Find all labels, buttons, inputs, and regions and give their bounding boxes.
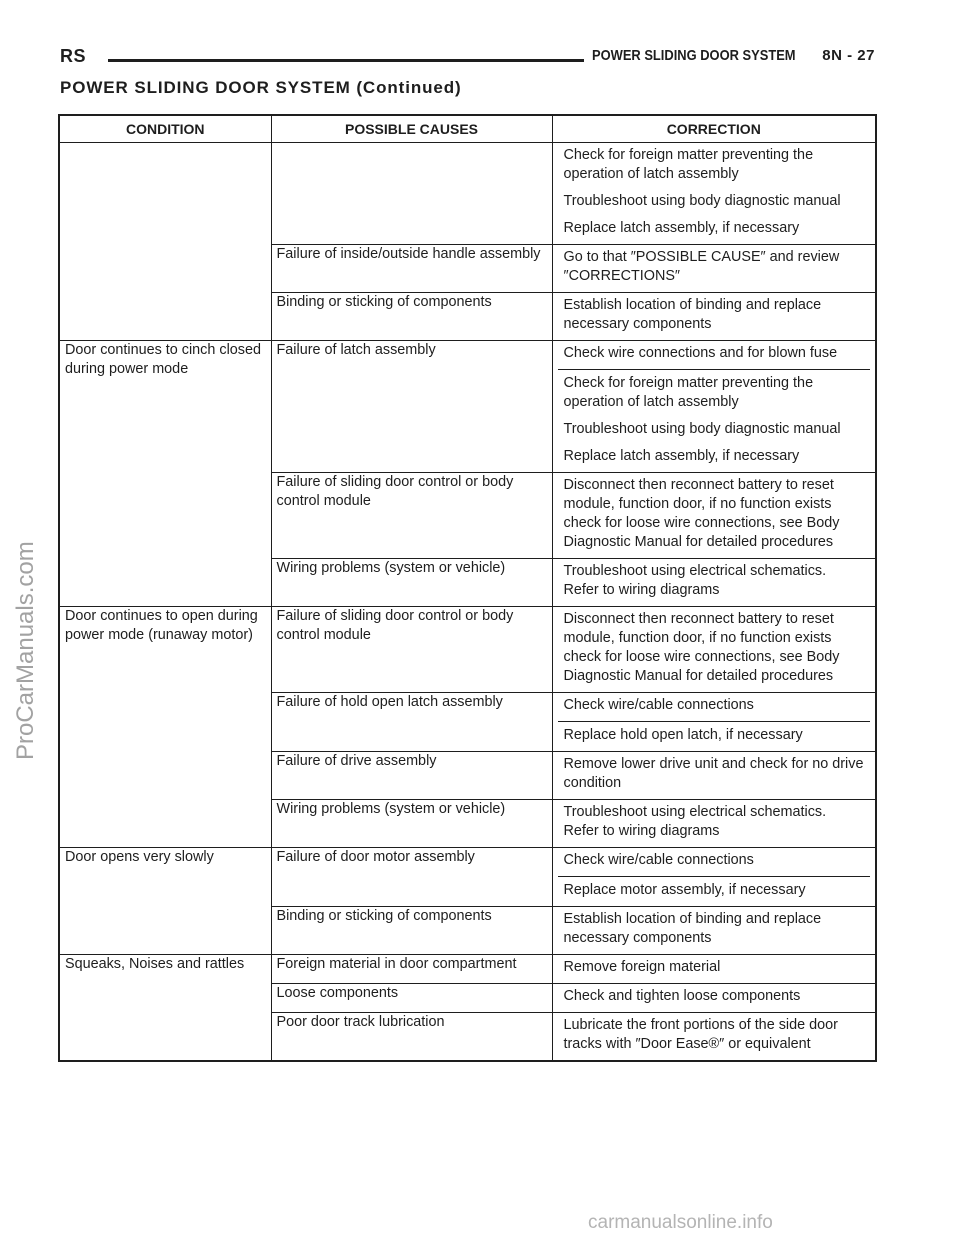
section-code: RS [60, 46, 87, 66]
condition-cell: Door continues to open during power mode (runaway motor) [59, 607, 271, 848]
possible-cause-cell: Failure of latch assembly [271, 341, 552, 473]
correction-item: Remove lower drive unit and check for no drive condition [563, 756, 864, 791]
table-row [59, 848, 876, 907]
table-body [59, 143, 876, 1062]
correction-cell [552, 907, 876, 955]
possible-cause-cell: Failure of drive assembly [271, 752, 552, 800]
table-row [59, 607, 876, 693]
correction-item: Disconnect then reconnect battery to reset module, function door, if no function exists check for loose wire connections, see Body Diagnostic Manual for detailed procedures [563, 611, 840, 684]
condition-cell [59, 143, 271, 341]
correction-cell [552, 693, 876, 752]
possible-cause-cell: Wiring problems (system or vehicle) [271, 559, 552, 607]
diagnosis-table [58, 114, 877, 1062]
correction-cell [552, 1013, 876, 1062]
correction-cell [552, 848, 876, 907]
correction-item: Replace latch assembly, if necessary [563, 448, 800, 464]
running-title: POWER SLIDING DOOR SYSTEM [592, 47, 796, 64]
correction-cell [552, 984, 876, 1013]
correction-item: Troubleshoot using body diagnostic manual [563, 421, 841, 437]
correction-item: Establish location of binding and replace necessary components [563, 911, 822, 946]
correction-cell [552, 341, 876, 473]
page-header [60, 46, 875, 70]
header-rule [108, 59, 584, 62]
table-row [59, 143, 876, 245]
footer-site-mark: carmanualsonline.info [588, 1212, 773, 1233]
correction-item: Check wire/cable connections [563, 852, 754, 868]
correction-cell [552, 800, 876, 848]
possible-cause-cell: Failure of hold open latch assembly [271, 693, 552, 752]
column-header-condition: CONDITION [59, 115, 271, 143]
watermark: ProCarManuals.com [12, 541, 39, 760]
condition-cell: Door continues to cinch closed during power mode [59, 341, 271, 607]
condition-cell: Door opens very slowly [59, 848, 271, 955]
correction-cell [552, 473, 876, 559]
correction-item: Disconnect then reconnect battery to reset module, function door, if no function exists check for loose wire connections, see Body Diagnostic Manual for detailed procedures [563, 477, 840, 550]
correction-item: Check wire connections and for blown fuse [563, 345, 838, 361]
correction-item: Troubleshoot using electrical schematics. Refer to wiring diagrams [563, 804, 827, 839]
correction-item: Replace latch assembly, if necessary [563, 220, 800, 236]
continued-title: POWER SLIDING DOOR SYSTEM (Continued) [60, 78, 462, 97]
correction-cell [552, 559, 876, 607]
possible-cause-cell: Loose components [271, 984, 552, 1013]
condition-cell: Squeaks, Noises and rattles [59, 955, 271, 1062]
correction-cell [552, 607, 876, 693]
correction-item: Check and tighten loose components [563, 988, 801, 1004]
correction-cell [552, 752, 876, 800]
possible-cause-cell: Failure of door motor assembly [271, 848, 552, 907]
column-header-causes: POSSIBLE CAUSES [271, 115, 552, 143]
table-row [59, 955, 876, 984]
correction-item: Lubricate the front portions of the side door tracks with ″Door Ease®″ or equivalent [563, 1017, 838, 1052]
table-row [59, 341, 876, 473]
correction-item: Remove foreign material [563, 959, 721, 975]
correction-cell [552, 955, 876, 984]
correction-item: Troubleshoot using body diagnostic manual [563, 193, 841, 209]
possible-cause-cell: Binding or sticking of components [271, 907, 552, 955]
possible-cause-cell: Failure of inside/outside handle assembly [271, 245, 552, 293]
correction-item: Check for foreign matter preventing the operation of latch assembly [558, 369, 871, 418]
possible-cause-cell: Foreign material in door compartment [271, 955, 552, 984]
column-header-correction: CORRECTION [552, 115, 876, 143]
table-header-row [59, 115, 876, 143]
correction-item: Go to that ″POSSIBLE CAUSE″ and review ″CORRECTIONS″ [563, 249, 840, 284]
correction-cell [552, 293, 876, 341]
possible-cause-cell: Wiring problems (system or vehicle) [271, 800, 552, 848]
possible-cause-cell: Binding or sticking of components [271, 293, 552, 341]
correction-cell [552, 143, 876, 245]
correction-item: Check for foreign matter preventing the operation of latch assembly [563, 147, 814, 182]
correction-item: Troubleshoot using electrical schematics. Refer to wiring diagrams [563, 563, 827, 598]
possible-cause-cell: Failure of sliding door control or body control module [271, 607, 552, 693]
correction-cell [552, 245, 876, 293]
correction-item: Replace hold open latch, if necessary [558, 721, 871, 751]
correction-item: Establish location of binding and replace necessary components [563, 297, 822, 332]
correction-item: Replace motor assembly, if necessary [558, 876, 871, 906]
possible-cause-cell: Poor door track lubrication [271, 1013, 552, 1062]
correction-item: Check wire/cable connections [563, 697, 754, 713]
possible-cause-cell: Failure of sliding door control or body control module [271, 473, 552, 559]
possible-cause-cell [271, 143, 552, 245]
page-number: 8N - 27 [822, 47, 875, 64]
